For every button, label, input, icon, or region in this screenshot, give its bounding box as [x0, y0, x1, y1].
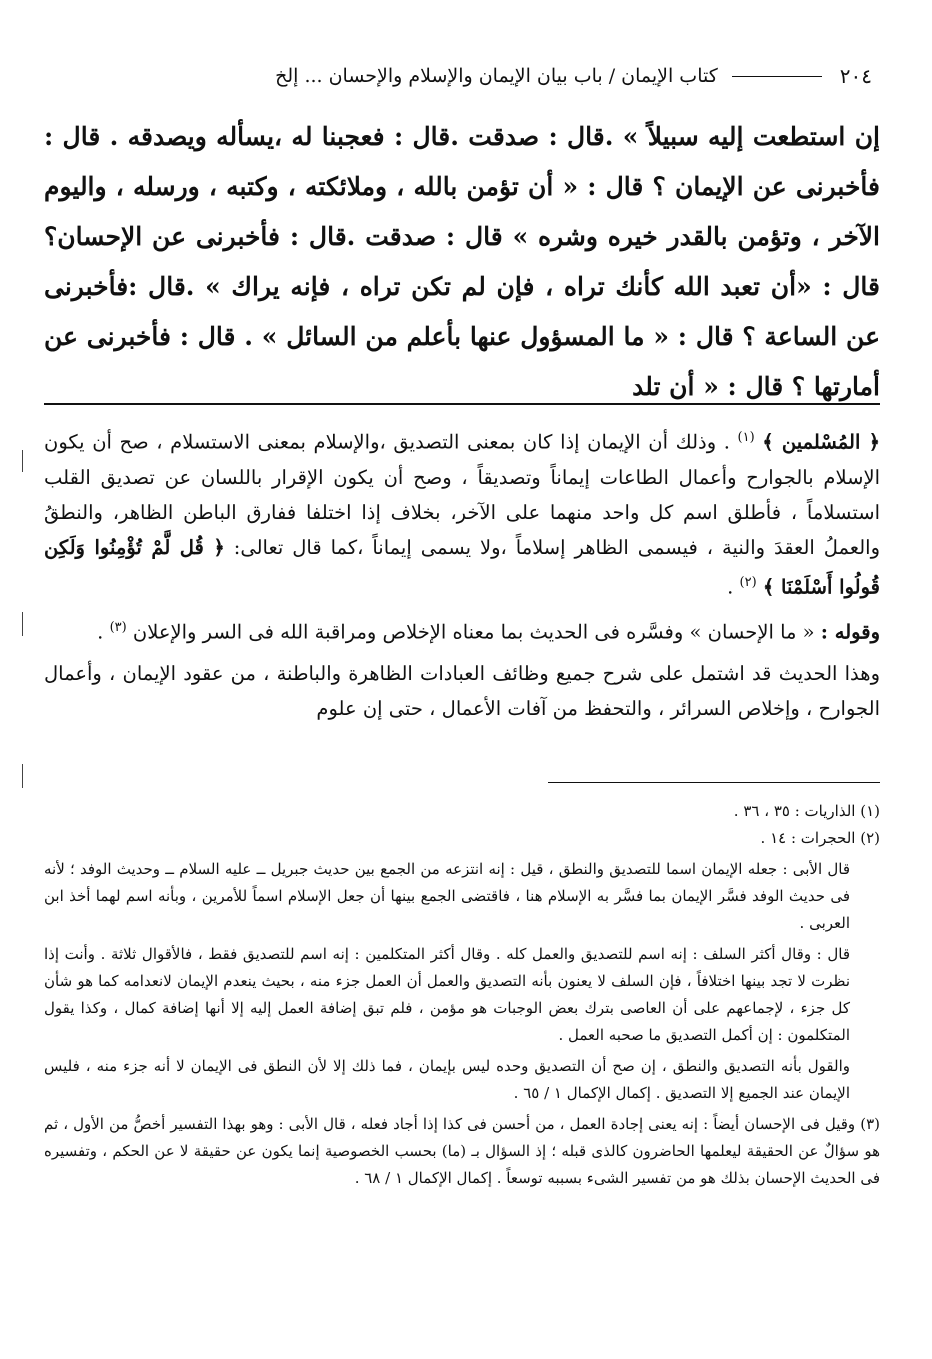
- commentary-paragraph-1: [44, 420, 880, 604]
- footnote-3: (٣) وقيل فى الإحسان أيضاً : إنه يعنى إجادة العمل ، من أحسن فى كذا إذا أجاد فعله ، قال الأبى : وهو بهذا التفسير أخصُّ من الأول ، ثم هو سؤالٌ عن الحقيقة ليعلمها الحاضرون كالذى قبله ؛ إذ السؤال بـ (ما) بحسب الخصوصية إنما يكون عن حقيقة لا عن الحكم ، وتفسيره فى الحديث الإحسان بذلك هو من تفسير الشىء بسببه توسعاً . إكمال الإكمال ١ / ٦٨ .: [44, 1115, 880, 1187]
- hadith-text: [44, 112, 880, 412]
- footnote-2-para-c: والقول بأنه التصديق والنطق ، إن صح أن التصديق وحده ليس بإيمان ، فما ذلك إلا لأن النطق فى الإيمان لا أنه جزء منه ، فليس الإيمان عند الجميع إلا التصديق . إكمال الإكمال ١ / ٦٥ .: [44, 1057, 850, 1102]
- margin-mark: [22, 612, 23, 636]
- text-divider: [44, 403, 880, 405]
- commentary-end-2: .: [97, 620, 104, 644]
- commentary: [44, 420, 880, 732]
- commentary-text-2: « ما الإحسان » وفسَّره فى الحديث بما معناه الإخلاص ومراقبة الله فى السر والإعلان: [132, 620, 815, 644]
- running-head-title: كتاب الإيمان / باب بيان الإيمان والإسلام والإحسان ... إلخ: [275, 65, 718, 87]
- footnote-2: (٢) الحجرات : ١٤ .: [760, 829, 880, 847]
- footnote-2-para-a: قال الأبى : جعله الإيمان اسما للتصديق والنطق ، قيل : إنه انتزعه من الجمع بين حديث جبريل ــ عليه السلام ــ وحديث الوفد ؛ لأنه فى حديث الوفد فسَّر الإيمان بما فسَّر به الإسلام هنا ، فاقتضى الجمع بينها أن جعل الإسلام اسماً للأمرين ، وبأنه اسم لهما أخذ ابن العربى .: [44, 860, 850, 932]
- running-head: [40, 56, 872, 96]
- commentary-paragraph-3: وهذا الحديث قد اشتمل على شرح جميع وظائف العبادات الظاهرة والباطنة ، من عقود الإيمان ، وأعمال الجوارح ، وإخلاص السرائر ، والتحفظ من آفات الأعمال ، حتى إن علوم: [44, 661, 880, 720]
- commentary-lead-2: وقوله :: [820, 620, 880, 644]
- quran-lead: ﴿ المُسْلمين ﴾: [762, 430, 881, 454]
- header-rule: [732, 76, 822, 77]
- hadith-paragraph: إن استطعت إليه سبيلاً » .قال : صدقت .قال : فعجبنا له ،يسأله ويصدقه . قال : فأخبرنى عن الإيمان ؟ قال : « أن تؤمن بالله ، وملائكته ، وكتبه ، ورسله ، واليوم الآخر ، وتؤمن بالقدر خيره وشره » قال : صدقت .قال : فأخبرنى عن الإحسان؟ قال : «أن تعبد الله كأنك تراه ، فإن لم تكن تراه ، فإنه يراك » .قال :فأخبرنى عن الساعة ؟ قال : « ما المسؤول عنها بأعلم من السائل » . قال : فأخبرنى عن أمارتها ؟ قال : « أن تلد: [44, 122, 880, 401]
- footnotes: [44, 798, 880, 1192]
- footnote-ref-3: (٣): [109, 620, 127, 635]
- footnote-2-para-b: قال : وقال أكثر السلف : إنه اسم للتصديق والعمل كله . وقال أكثر المتكلمين : إنه اسم للتصديق فقط ، فالأقوال ثلاثة . وأنت إذا نظرت لا تجد بينها اختلافاً ، فإن السلف لا يعنون بأنه التصديق والعمل أن العمل جزء منه ، بحيث ينعدم الإيمان لانعدامه كما هو شأن كل جزء ، لإجماعهم على أن العاصى بترك بعض الوجبات هو مؤمن ، فلم تبق إضافة العمل إليه إلا أنها إضافة كمال ، وكذا يقول المتكلمون : إن أكمل التصديق ما صحبه العمل .: [44, 945, 850, 1044]
- commentary-text-1: . وذلك أن الإيمان إذا كان بمعنى التصديق ،والإسلام بمعنى الاستسلام ، صح أن يكون الإسلام بالجوارح وأعمال الطاعات إيماناً وتصديقاً ، وصح أن يكون الإقرار باللسان عن تصديق القلب استسلاماً ، فأطلق اسم كل واحد منهما على الآخر، بخلاف إذا اختلفا ففارق الباطن الظاهر، والنطقُ والعملُ العقدَ والنية ، فيسمى الظاهر إسلاماً ،ولا يسمى إيماناً ،كما قال تعالى:: [44, 430, 880, 559]
- footnote-1: (١) الذاريات : ٣٥ ، ٣٦ .: [733, 802, 880, 820]
- commentary-paragraph-2: [44, 610, 880, 650]
- footnote-ref-1: (١): [737, 430, 755, 445]
- quran-quote: ﴿ قُل لَّمْ تُؤْمِنُوا وَلَكِن قُولُوا أَسْلَمْنَا ﴾: [44, 535, 880, 598]
- page-number: ٢٠٤: [839, 64, 872, 88]
- footnote-divider: [548, 782, 880, 783]
- margin-mark: [22, 450, 23, 472]
- footnote-ref-2: (٢): [739, 574, 757, 590]
- commentary-end-1: .: [727, 575, 734, 598]
- margin-mark: [22, 764, 23, 788]
